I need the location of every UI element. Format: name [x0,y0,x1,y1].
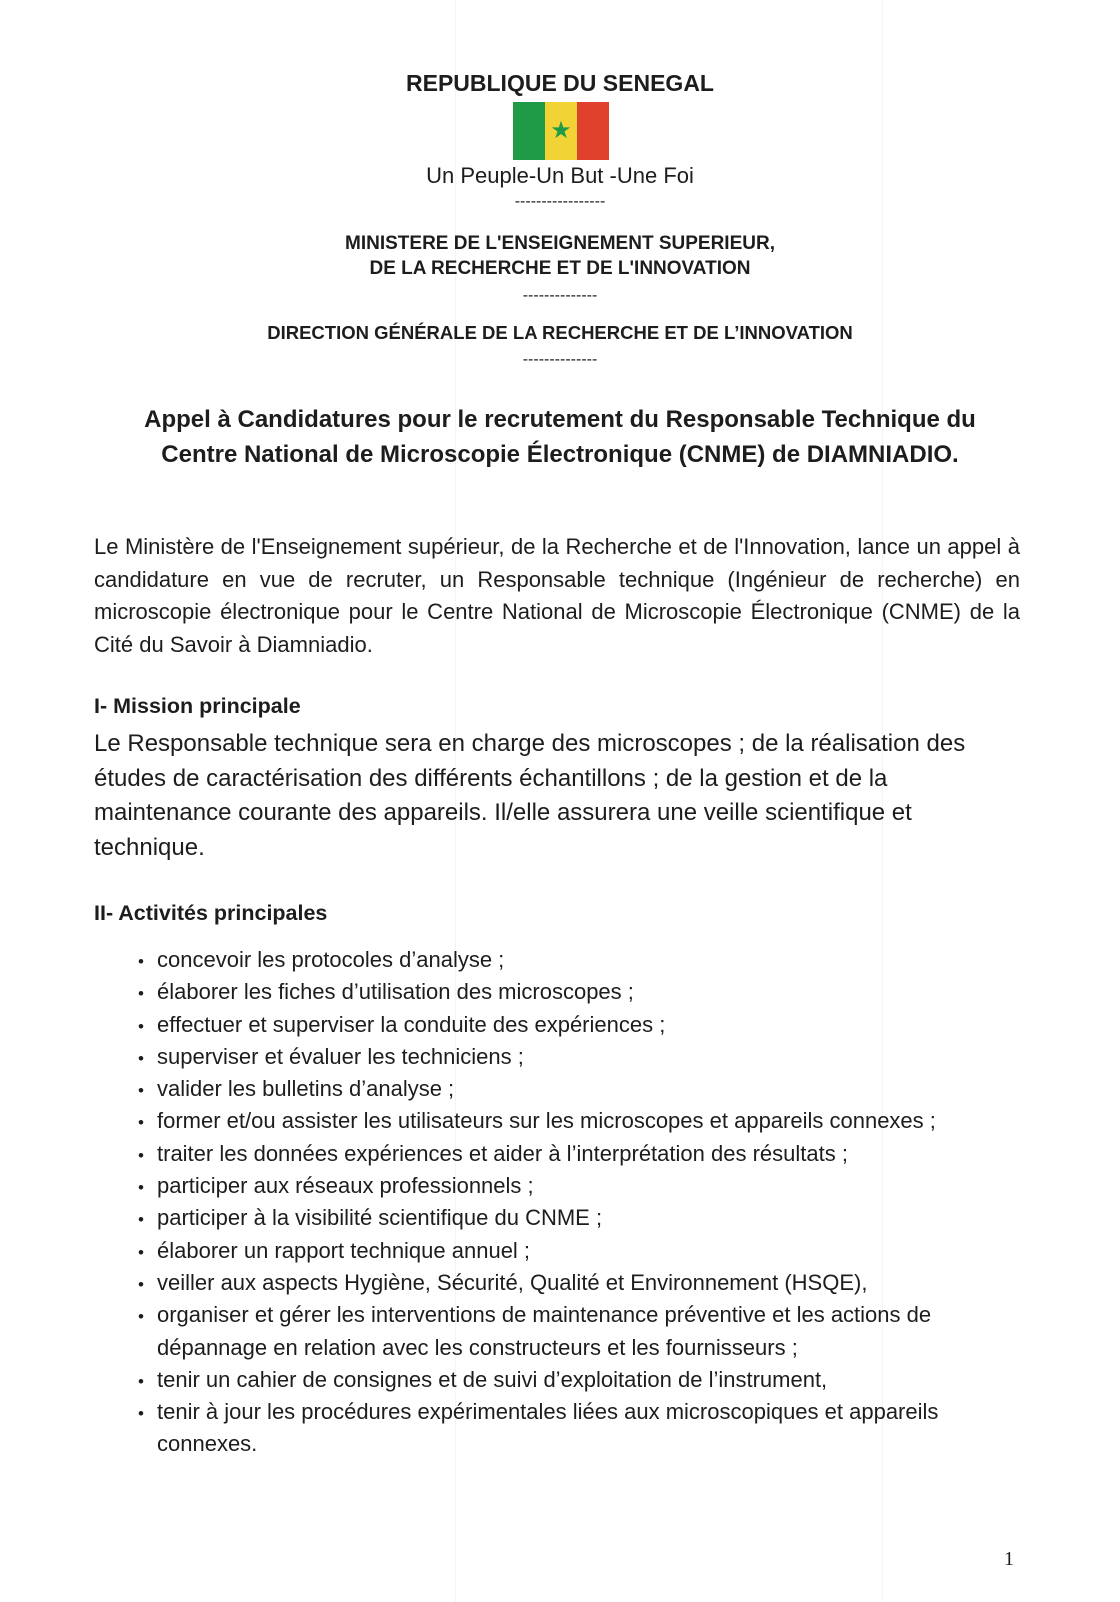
list-item: • concevoir les protocoles d’analyse ; [136,944,996,976]
list-item: • effectuer et superviser la conduite des expériences ; [136,1009,996,1041]
list-item: • former et/ou assister les utilisateurs sur les microscopes et appareils connexes ; [136,1105,996,1137]
list-item: • organiser et gérer les interventions de maintenance préventive et les actions de dépannage en relation avec les constructeurs et les fournisseurs ; [136,1299,996,1364]
list-item: • tenir à jour les procédures expérimentales liées aux microscopiques et appareils connexes. [136,1396,996,1461]
list-item: • traiter les données expériences et aider à l’interprétation des résultats ; [136,1138,996,1170]
document-title-line1: Appel à Candidatures pour le recrutement du Responsable Technique du [144,406,976,433]
separator: -------------- [522,287,598,304]
activities-list [136,944,996,1461]
ministry-name-line1: MINISTERE DE L'ENSEIGNEMENT SUPERIEUR, [345,233,775,254]
page-number: 1 [1004,1548,1014,1570]
list-item: • veiller aux aspects Hygiène, Sécurité, Qualité et Environnement (HSQE), [136,1267,996,1299]
ministry-name-line2: DE LA RECHERCHE ET DE L'INNOVATION [369,258,751,279]
separator: -------------- [522,351,598,368]
document-title-line2: Centre National de Microscopie Électronique (CNME) de DIAMNIADIO. [161,441,959,468]
country-name: REPUBLIQUE DU SENEGAL [406,70,714,96]
mission-heading: I- Mission principale [94,694,301,718]
direction-name: DIRECTION GÉNÉRALE DE LA RECHERCHE ET DE L’INNOVATION [267,322,853,343]
activities-heading: II- Activités principales [94,901,328,925]
list-item: • élaborer les fiches d’utilisation des microscopes ; [136,976,996,1008]
list-item: • valider les bulletins d’analyse ; [136,1073,996,1105]
senegal-flag-icon [513,102,609,160]
list-item: • participer aux réseaux professionnels ; [136,1170,996,1202]
list-item: • élaborer un rapport technique annuel ; [136,1235,996,1267]
list-item: • tenir un cahier de consignes et de suivi d’exploitation de l’instrument, [136,1364,996,1396]
flag-star-icon: ★ [550,116,572,144]
separator: ----------------- [514,193,606,210]
list-item: • participer à la visibilité scientifique du CNME ; [136,1202,996,1234]
intro-paragraph: Le Ministère de l'Enseignement supérieur, de la Recherche et de l'Innovation, lance un appel à candidature en vue de recruter, un Responsable technique (Ingénieur de recherche) en microscopie électronique pour le Centre National de Microscopie Électronique (CNME) de la Cité du Savoir à Diamniadio. [94,534,1020,657]
national-motto: Un Peuple-Un But -Une Foi [426,163,694,188]
mission-paragraph: Le Responsable technique sera en charge des microscopes ; de la réalisation des études de caractérisation des différents échantillons ; de la gestion et de la maintenance courante des appareils. Il/elle assurera une veille scientifique et technique. [94,730,966,861]
list-item: • superviser et évaluer les techniciens ; [136,1041,996,1073]
